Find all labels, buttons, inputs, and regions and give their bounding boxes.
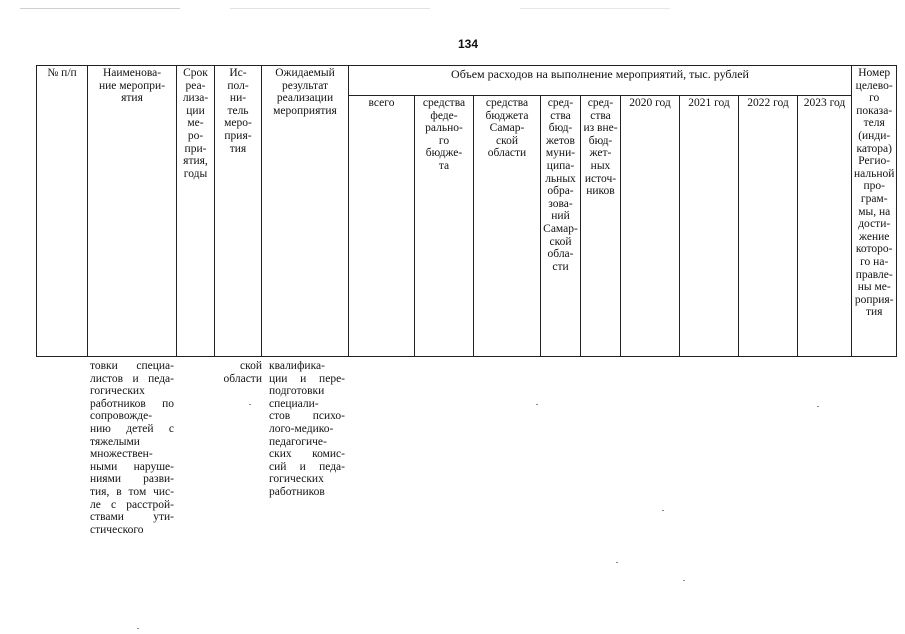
text-line: ников xyxy=(586,185,615,198)
text-line: пол- xyxy=(227,79,249,92)
scan-speck xyxy=(536,404,538,405)
text-line: Ожидаемый xyxy=(275,67,335,79)
text-line: гогических xyxy=(269,473,324,486)
col-name-text xyxy=(90,67,174,105)
text-line: нию детей с xyxy=(90,422,174,435)
col-term-text xyxy=(179,67,212,180)
text-line: сти xyxy=(552,260,569,273)
text-line: жение xyxy=(859,230,890,243)
text-line: которо- xyxy=(855,243,893,256)
text-line: льных xyxy=(545,172,576,185)
col-extrabudget xyxy=(581,96,621,357)
text-line: области xyxy=(487,147,527,160)
text-line: тия xyxy=(229,142,247,155)
text-line: ятия, xyxy=(183,155,208,168)
page-number: 134 xyxy=(457,37,479,51)
text-line: тяжелыми xyxy=(90,435,140,448)
text-line: ме- xyxy=(187,117,204,130)
scan-speck xyxy=(817,406,819,407)
text-line: области xyxy=(223,372,262,385)
text-line: квалифика- xyxy=(269,360,325,372)
text-line: лого-медико- xyxy=(269,422,334,435)
text-line: (инди- xyxy=(858,129,891,142)
col-federal-text xyxy=(417,97,471,173)
text-line: средства xyxy=(485,97,529,109)
text-line: ства xyxy=(550,109,571,122)
text-line: Номер xyxy=(858,67,891,79)
text-line: ции xyxy=(186,104,205,117)
text-line: Ис- xyxy=(229,67,247,79)
cont-result-cell xyxy=(269,360,345,499)
text-line: ципа- xyxy=(546,159,575,172)
text-line: листов и педа- xyxy=(90,372,174,385)
text-line: го xyxy=(438,134,450,147)
text-line: го на- xyxy=(860,255,889,268)
text-line: Самар- xyxy=(543,222,578,235)
text-line: реализации xyxy=(276,92,334,105)
text-line: ствами ути- xyxy=(90,511,174,524)
col-federal xyxy=(415,96,474,357)
scan-rule xyxy=(230,8,430,9)
text-line: при- xyxy=(184,142,207,155)
text-line: гогических xyxy=(90,385,145,398)
text-line: жетов xyxy=(546,134,575,147)
text-line: го xyxy=(869,92,880,105)
scan-speck xyxy=(137,628,139,629)
text-line: прия- xyxy=(224,129,252,142)
text-line: бюд- xyxy=(588,134,613,147)
text-line: бюджета xyxy=(485,109,529,122)
col-2022: 2022 год xyxy=(739,96,798,357)
text-line: реа- xyxy=(185,79,206,92)
text-line: ние меропри- xyxy=(98,79,166,92)
text-line: Наименова- xyxy=(102,67,162,79)
text-line: роприя- xyxy=(854,293,894,306)
col-term xyxy=(177,66,215,357)
budget-table-header xyxy=(36,65,897,357)
text-line: из вне- xyxy=(583,122,618,135)
text-line: ции и пере- xyxy=(269,372,345,385)
text-line: сий и педа- xyxy=(269,460,345,473)
text-line: целево- xyxy=(855,79,893,92)
text-line: ными наруше- xyxy=(90,460,174,473)
cont-name-cell xyxy=(90,360,174,536)
col-2021: 2021 год xyxy=(680,96,739,357)
text-line: ских комис- xyxy=(269,448,345,461)
text-line: катора) xyxy=(856,142,892,155)
col-total: всего xyxy=(349,96,415,357)
text-line: тель xyxy=(227,104,249,117)
scan-speck xyxy=(683,580,685,581)
text-line: мы, на xyxy=(858,205,891,218)
text-line: сред- xyxy=(547,97,574,109)
scan-rule xyxy=(520,8,670,9)
text-line: Регио- xyxy=(858,155,891,168)
col-extrabudget-text xyxy=(583,97,618,198)
text-line: тия xyxy=(865,306,883,319)
text-line: тия, в том чис- xyxy=(90,485,174,498)
text-line: Срок xyxy=(183,67,208,79)
text-line: меро- xyxy=(224,117,252,130)
text-line: работников по xyxy=(90,397,174,410)
text-line: стов психо- xyxy=(269,410,345,423)
text-line: результат xyxy=(281,79,329,92)
col-expenses-title: Объем расходов на выполнение мероприятий, тыс. рублей xyxy=(349,66,852,96)
text-line: рально- xyxy=(425,122,463,135)
scan-speck xyxy=(616,562,618,563)
text-line: Самар- xyxy=(489,122,525,135)
scan-speck xyxy=(662,510,664,511)
text-line: бюд- xyxy=(548,122,573,135)
col-2023: 2023 год xyxy=(798,96,852,357)
col-name xyxy=(88,66,177,357)
text-line: дости- xyxy=(858,218,891,231)
text-line: мероприятия xyxy=(273,104,337,117)
text-line: подготовки xyxy=(269,385,325,398)
col-regional xyxy=(474,96,541,357)
text-line: педагогиче- xyxy=(269,435,327,448)
text-line: обра- xyxy=(547,185,574,198)
scan-rule xyxy=(20,8,180,9)
col-regional-text xyxy=(476,97,538,160)
text-line: показа- xyxy=(856,104,893,117)
text-line: специали- xyxy=(269,397,319,410)
text-line: лиза- xyxy=(182,92,209,105)
text-line: грам- xyxy=(860,192,888,205)
text-line: ятия xyxy=(121,92,143,105)
col-executor xyxy=(215,66,262,357)
col-result-text xyxy=(264,67,346,117)
text-line: ниями разви- xyxy=(90,473,174,486)
text-line: ства xyxy=(590,109,611,122)
col-executor-text xyxy=(217,67,259,155)
text-line: муни- xyxy=(545,147,576,160)
text-line: годы xyxy=(183,167,208,180)
col-municipal-text xyxy=(543,97,578,273)
text-line: обла- xyxy=(547,248,574,261)
text-line: ны ме- xyxy=(857,281,891,294)
text-line: ро- xyxy=(187,129,204,142)
text-line: ле с расстрой- xyxy=(90,498,174,511)
text-line: множествен- xyxy=(90,448,153,461)
text-line: ний xyxy=(551,210,570,223)
text-line: сред- xyxy=(587,97,614,109)
text-line: стического xyxy=(90,523,144,536)
text-line: сопровожде- xyxy=(90,410,153,423)
col-2020: 2020 год xyxy=(621,96,680,357)
text-line: ской xyxy=(495,134,518,147)
col-municipal xyxy=(541,96,581,357)
text-line: теля xyxy=(863,117,885,130)
text-line: ни- xyxy=(229,92,247,105)
text-line: средства xyxy=(422,97,466,109)
text-line: источ- xyxy=(584,172,617,185)
text-line: та xyxy=(438,159,450,172)
text-line: ской xyxy=(239,360,262,372)
text-line: про- xyxy=(863,180,885,193)
text-line: правле- xyxy=(855,268,893,281)
text-line: работников xyxy=(269,485,325,498)
text-line: ской xyxy=(549,235,572,248)
text-line: бюдже- xyxy=(425,147,463,160)
col-indicator-text xyxy=(854,67,894,319)
col-indicator xyxy=(852,66,897,357)
col-number: № п/п xyxy=(37,66,88,357)
text-line: феде- xyxy=(430,109,458,122)
text-line: нальной xyxy=(854,167,895,180)
cont-executor-cell xyxy=(216,360,262,385)
text-line: жет- xyxy=(589,147,612,160)
text-line: товки специа- xyxy=(90,360,174,372)
text-line: ных xyxy=(590,159,611,172)
col-result xyxy=(262,66,349,357)
text-line: зова- xyxy=(548,197,573,210)
scan-speck xyxy=(249,404,251,405)
